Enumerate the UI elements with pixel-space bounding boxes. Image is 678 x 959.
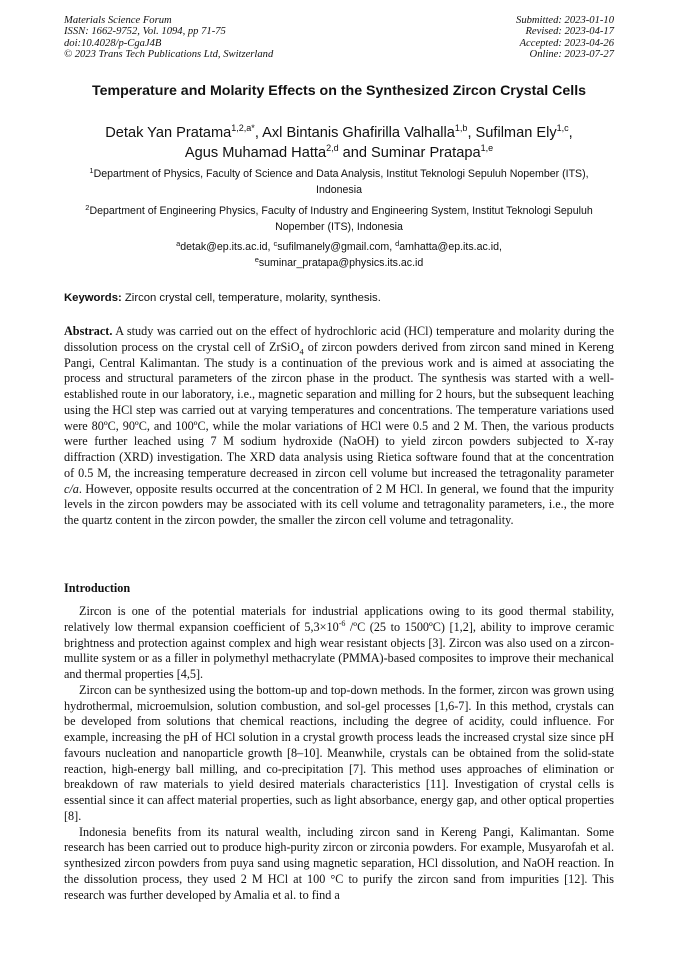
affiliation [80,204,598,235]
journal-info-left [64,15,273,61]
formula-subscript: 4 [299,346,304,357]
intro-paragraph [64,604,614,683]
journal-doi: doi:10.4028/p-CgaJ4B [64,37,162,49]
affiliation-text: Department of Physics, Faculty of Science and Data Analysis, Institut Teknologi Sepuluh Nopember (ITS), Indonesia [93,168,589,196]
email-marker: e [254,254,259,264]
keywords [64,291,614,305]
abstract-italic: c/a [64,481,79,496]
author-affil-marker: 1,2,a* [231,123,255,133]
intro-paragraph: Indonesia benefits from its natural wealth, including zircon sand in Kereng Pangi, Kalimantan. Some research has been carried out to produce high-purity zircon or zirconia powders. For example, Musyarofah et al. synthesized zircon powders from puya sand using magnetic separation, HCl dissolution, and NaOH reaction. In the dissolution process, they used 2 M HCl at 100 °C to purify the zircon sand from impurities [12]. This research was further developed by Amalia et al. to find a [64,824,614,902]
author-list: Detak Yan Pratama$^{1,2,a*}$, Axl Bintanis Ghafirilla Valhalla$^{1,b}$, Sufilman Ely$^{1,c}$, Agus Muhamad Hatta$^{2,d}$ and Suminar Pratapa$^{1,e}$ [105,123,573,161]
author-affil-marker: 1,e [480,142,494,153]
keywords-text: Zircon crystal cell, temperature, molarity, synthesis. [121,292,381,304]
abstract-text: . However, opposite results occurred at the concentration of 2 M HCl. In general, we found that the impurity levels in the zircon powders may be associated with its cell volume and tetragonality parameters, i.e., the more the quartz content in the zircon powder, the smaller the zircon cell volume and tetragonality. [64,481,614,527]
paper-title: Temperature and Molarity Effects on the Synthesized Zircon Crystal Cells [91,83,587,99]
email-link[interactable]: sufilmanely@gmail.com, [277,241,396,253]
affiliation-text: Department of Engineering Physics, Faculty of Industry and Engineering System, Institut Teknologi Sepuluh Nopember (ITS), Indonesia [89,205,593,233]
keywords-label: Keywords: [64,292,122,304]
abstract-label: Abstract. [64,324,113,338]
date-accepted: Accepted: 2023-04-26 [519,37,614,49]
email-marker: c [273,239,278,248]
email-link[interactable]: suminar_pratapa@physics.its.ac.id [258,256,424,269]
email-marker: d [395,239,400,248]
introduction-body [64,604,614,903]
intro-text: /ºC (25 to 1500ºC) [1,2], ability to improve ceramic brightness and protection against complex and high wear resistant objects [3]. Zircon was also used on a zircon-mullite system or as a filler in polymethyl methacrylate (PMMA)-based composites to improve their mechanical and thermal properties [4,5]. [64,619,614,681]
date-submitted: Submitted: 2023-01-10 [516,15,614,26]
email-list [80,240,598,271]
affiliation-marker: 2 [85,203,90,212]
email-marker: a [176,239,181,248]
section-heading-introduction: Introduction [64,581,131,595]
author-name: Suminar Pratapa [371,144,481,161]
date-online: Online: 2023-07-27 [529,49,614,61]
author-name: Sufilman Ely [475,125,557,141]
journal-name: Materials Science Forum [64,15,172,26]
intro-paragraph: Zircon can be synthesized using the bottom-up and top-down methods. In the former, zircon was grown using hydrothermal, microemulsion, solution combustion, and sol-gel processes [1,6-7]. In this method, crystals can be developed from solutions that chemical reactions, including the degree of acidity, could influence. For example, increasing the pH of HCl solution in a crystal growth process leads the increased crystal size since pH favours nucleation and nanoparticle growth [8–10]. Meanwhile, crystals can be obtained from the solid-state reaction, high-energy ball milling, and co-precipitation [7]. This method uses approaches of elimination or breakdown of raw materials to yield desired materials characteristics [11]. Investigation of crystal cells is essential since it can affect material properties, such as light absorbance, energy gap, and other optical properties [8]. [64,682,614,823]
journal-copyright: © 2023 Trans Tech Publications Ltd, Switzerland [64,49,274,61]
affiliation-marker: 1 [89,166,94,175]
email-link[interactable]: amhatta@ep.its.ac.id, [399,241,502,253]
date-revised: Revised: 2023-04-17 [525,26,614,38]
author-name: Detak Yan Pratama [105,125,232,141]
abstract-text: A study was carried out on the effect of hydrochloric acid (HCl) temperature and molarity during the dissolution process on the crystal cell of ZrSiO [64,324,614,354]
affiliation [80,167,598,198]
email-link[interactable]: detak@ep.its.ac.id, [180,241,274,253]
author-name: Axl Bintanis Ghafirilla Valhalla [262,125,455,141]
abstract [64,324,614,529]
author-name: Agus Muhamad Hatta [184,144,327,161]
journal-issn: ISSN: 1662-9752, Vol. 1094, pp 71-75 [64,26,226,38]
author-affil-marker: 1,c [556,123,569,133]
intro-text: Zircon is one of the potential materials for industrial applications owing to its good thermal stability, relatively low thermal expansion coefficient of 5,3×10 [64,604,614,634]
journal-dates [516,15,614,61]
author-affil-marker: 1,b [454,123,468,133]
exponent: -6 [338,618,346,628]
abstract-paragraph [64,324,614,529]
author-affil-marker: 2,d [326,142,339,153]
abstract-text: of zircon powders derived from zircon sand mined in Kereng Pangi, Central Kalimantan. The study is a continuation of the previous work and is aimed at associating the process and structural parameters of the zircon phase in the product. The synthesis was started with a well-established route in our laboratory, i.e., magnetic separation and milling for 2 hours, but the subsequent leaching using the HCl step was carried out at varying temperatures and concentrations. The temperature variations used were 80ºC, 90ºC, and 100ºC, while the molar variations of HCl were 0.5 and 2 M. Then, the various products were further leached using 7 M sodium hydroxide (NaOH) to yield zircon powders subjected to X-ray diffraction (XRD) investigation. The XRD data analysis using Rietica software found that at the concentration of 0.5 M, the increasing temperature decreased in zircon cell volume but increased the tetragonality parameter [64,339,615,480]
